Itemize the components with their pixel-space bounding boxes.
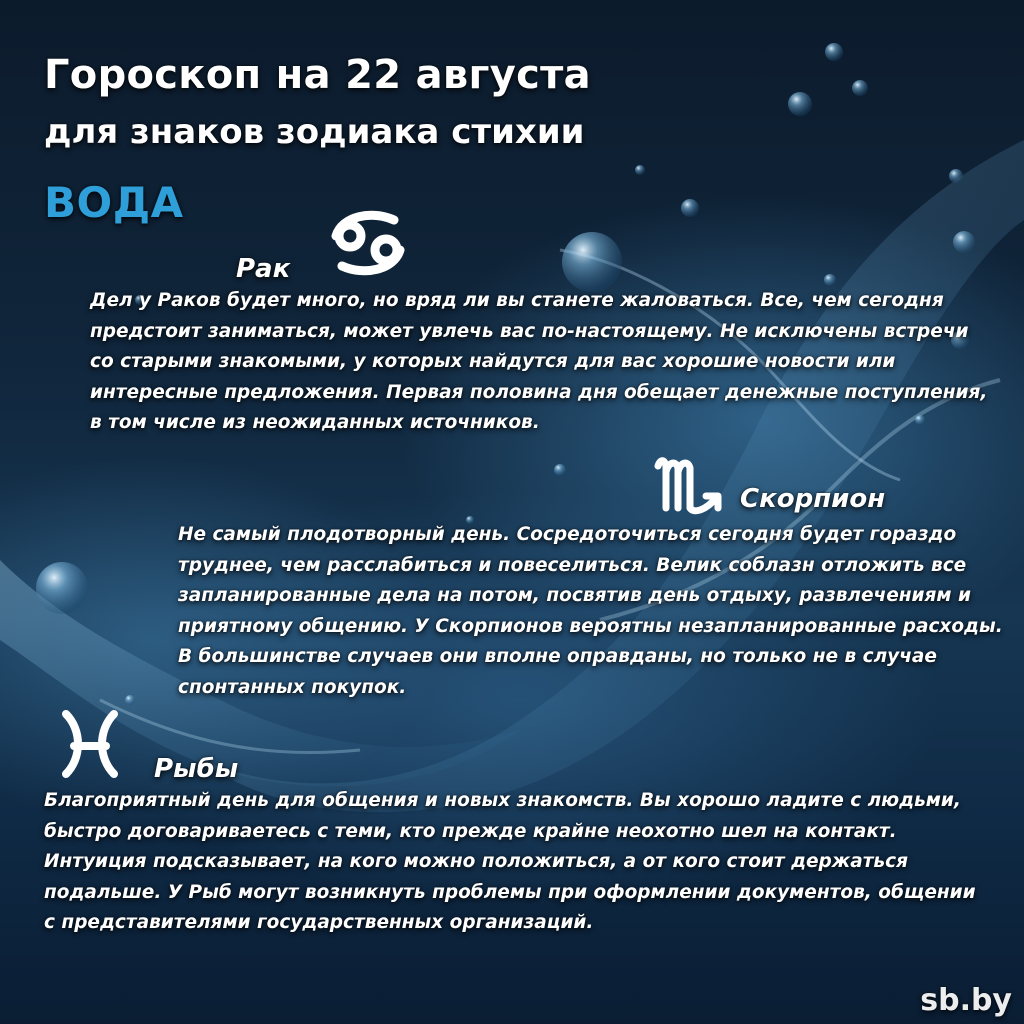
- sign-name: Рак: [236, 254, 291, 284]
- sign-name: Рыбы: [154, 754, 239, 784]
- sign-name: Скорпион: [740, 484, 886, 514]
- watermark: sb.by: [920, 983, 1012, 1018]
- sign-text: Дел у Раков будет много, но вряд ли вы станете жаловаться. Все, чем сегодня предстоит заниматься, может увлечь вас по-настоящему. Не исключены встречи со старыми знакомыми, у которых найдутся для вас хорошие новости или интересные предложения. Первая половина дня обещает денежные поступления, в том числе из неожиданных источников.: [90, 290, 988, 433]
- page-subtitle: для знаков зодиака стихии: [44, 112, 585, 152]
- pisces-icon: [54, 708, 126, 780]
- scorpio-icon: [652, 452, 732, 522]
- element-label: ВОДА: [44, 178, 184, 227]
- sign-text: Благоприятный день для общения и новых знакомств. Вы хорошо ладите с людьми, быстро договариваетесь с теми, кто прежде крайне неохотно шел на контакт. Интуиция подсказывает, на кого можно положиться, а от кого стоит держаться подальше. У Рыб могут возникнуть проблемы при оформлении документов, общении с представителями государственных организаций.: [44, 790, 976, 933]
- sign-text: Не самый плодотворный день. Сосредоточиться сегодня будет гораздо труднее, чем расслабиться и повеселиться. Велик соблазн отложить все запланированные дела на потом, посвятив день отдыху, развлечениям и приятному общению. У Скорпионов вероятны незапланированные расходы. В большинстве случаев они вполне оправданы, но только не в случае спонтанных покупок.: [178, 524, 1003, 698]
- cancer-icon: [328, 206, 408, 280]
- page-title: Гороскоп на 22 августа: [44, 52, 591, 98]
